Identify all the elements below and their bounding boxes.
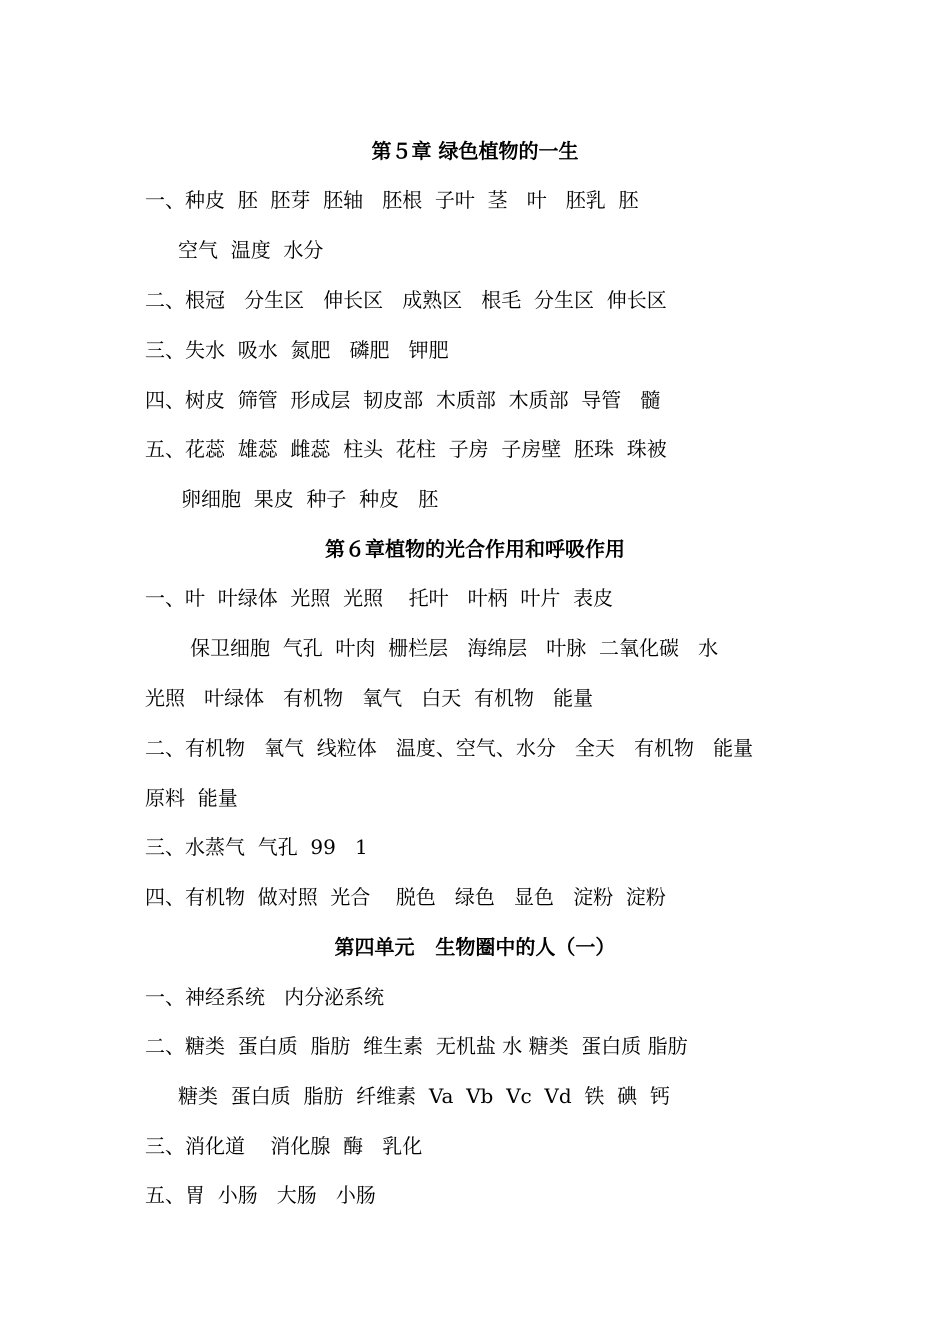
answer-line: 四、有机物 做对照 光合 脱色 绿色 显色 淀粉 淀粉 <box>145 885 666 909</box>
answer-line: 二、有机物 氧气 线粒体 温度、空气、水分 全天 有机物 能量 <box>145 736 754 760</box>
answer-line: 三、失水 吸水 氮肥 磷肥 钾肥 <box>145 338 449 362</box>
answer-line: 卵细胞 果皮 种子 种皮 胚 <box>181 487 439 511</box>
answer-line: 三、消化道 消化腺 酶 乳化 <box>145 1134 423 1158</box>
answer-line: 五、胃 小肠 大肠 小肠 <box>145 1183 376 1207</box>
answer-line: 一、种皮 胚 胚芽 胚轴 胚根 子叶 茎 叶 胚乳 胚 <box>145 188 639 212</box>
answer-line: 保卫细胞 气孔 叶肉 栅栏层 海绵层 叶脉 二氧化碳 水 <box>190 636 719 660</box>
answer-line: 三、水蒸气 气孔 99 1 <box>145 835 368 859</box>
answer-line: 二、糖类 蛋白质 脂肪 维生素 无机盐 水 糖类 蛋白质 脂肪 <box>145 1034 688 1058</box>
answer-line: 一、神经系统 内分泌系统 <box>145 985 385 1009</box>
answer-line: 空气 温度 水分 <box>178 238 324 262</box>
answer-line: 光照 叶绿体 有机物 氧气 白天 有机物 能量 <box>145 686 594 710</box>
answer-line: 一、叶 叶绿体 光照 光照 托叶 叶柄 叶片 表皮 <box>145 586 614 610</box>
answer-line: 五、花蕊 雄蕊 雌蕊 柱头 花柱 子房 子房壁 胚珠 珠被 <box>145 437 667 461</box>
section-heading-unit4: 第四单元 生物圈中的人（一） <box>334 935 616 959</box>
section-heading-ch6: 第６章植物的光合作用和呼吸作用 <box>325 537 625 561</box>
section-heading-ch5: 第５章 绿色植物的一生 <box>371 139 579 163</box>
answer-line: 四、树皮 筛管 形成层 韧皮部 木质部 木质部 导管 髓 <box>145 388 661 412</box>
answer-line: 二、根冠 分生区 伸长区 成熟区 根毛 分生区 伸长区 <box>145 288 667 312</box>
answer-line: 原料 能量 <box>145 786 238 810</box>
answer-line: 糖类 蛋白质 脂肪 纤维素 Va Vb Vc Vd 铁 碘 钙 <box>178 1084 670 1108</box>
